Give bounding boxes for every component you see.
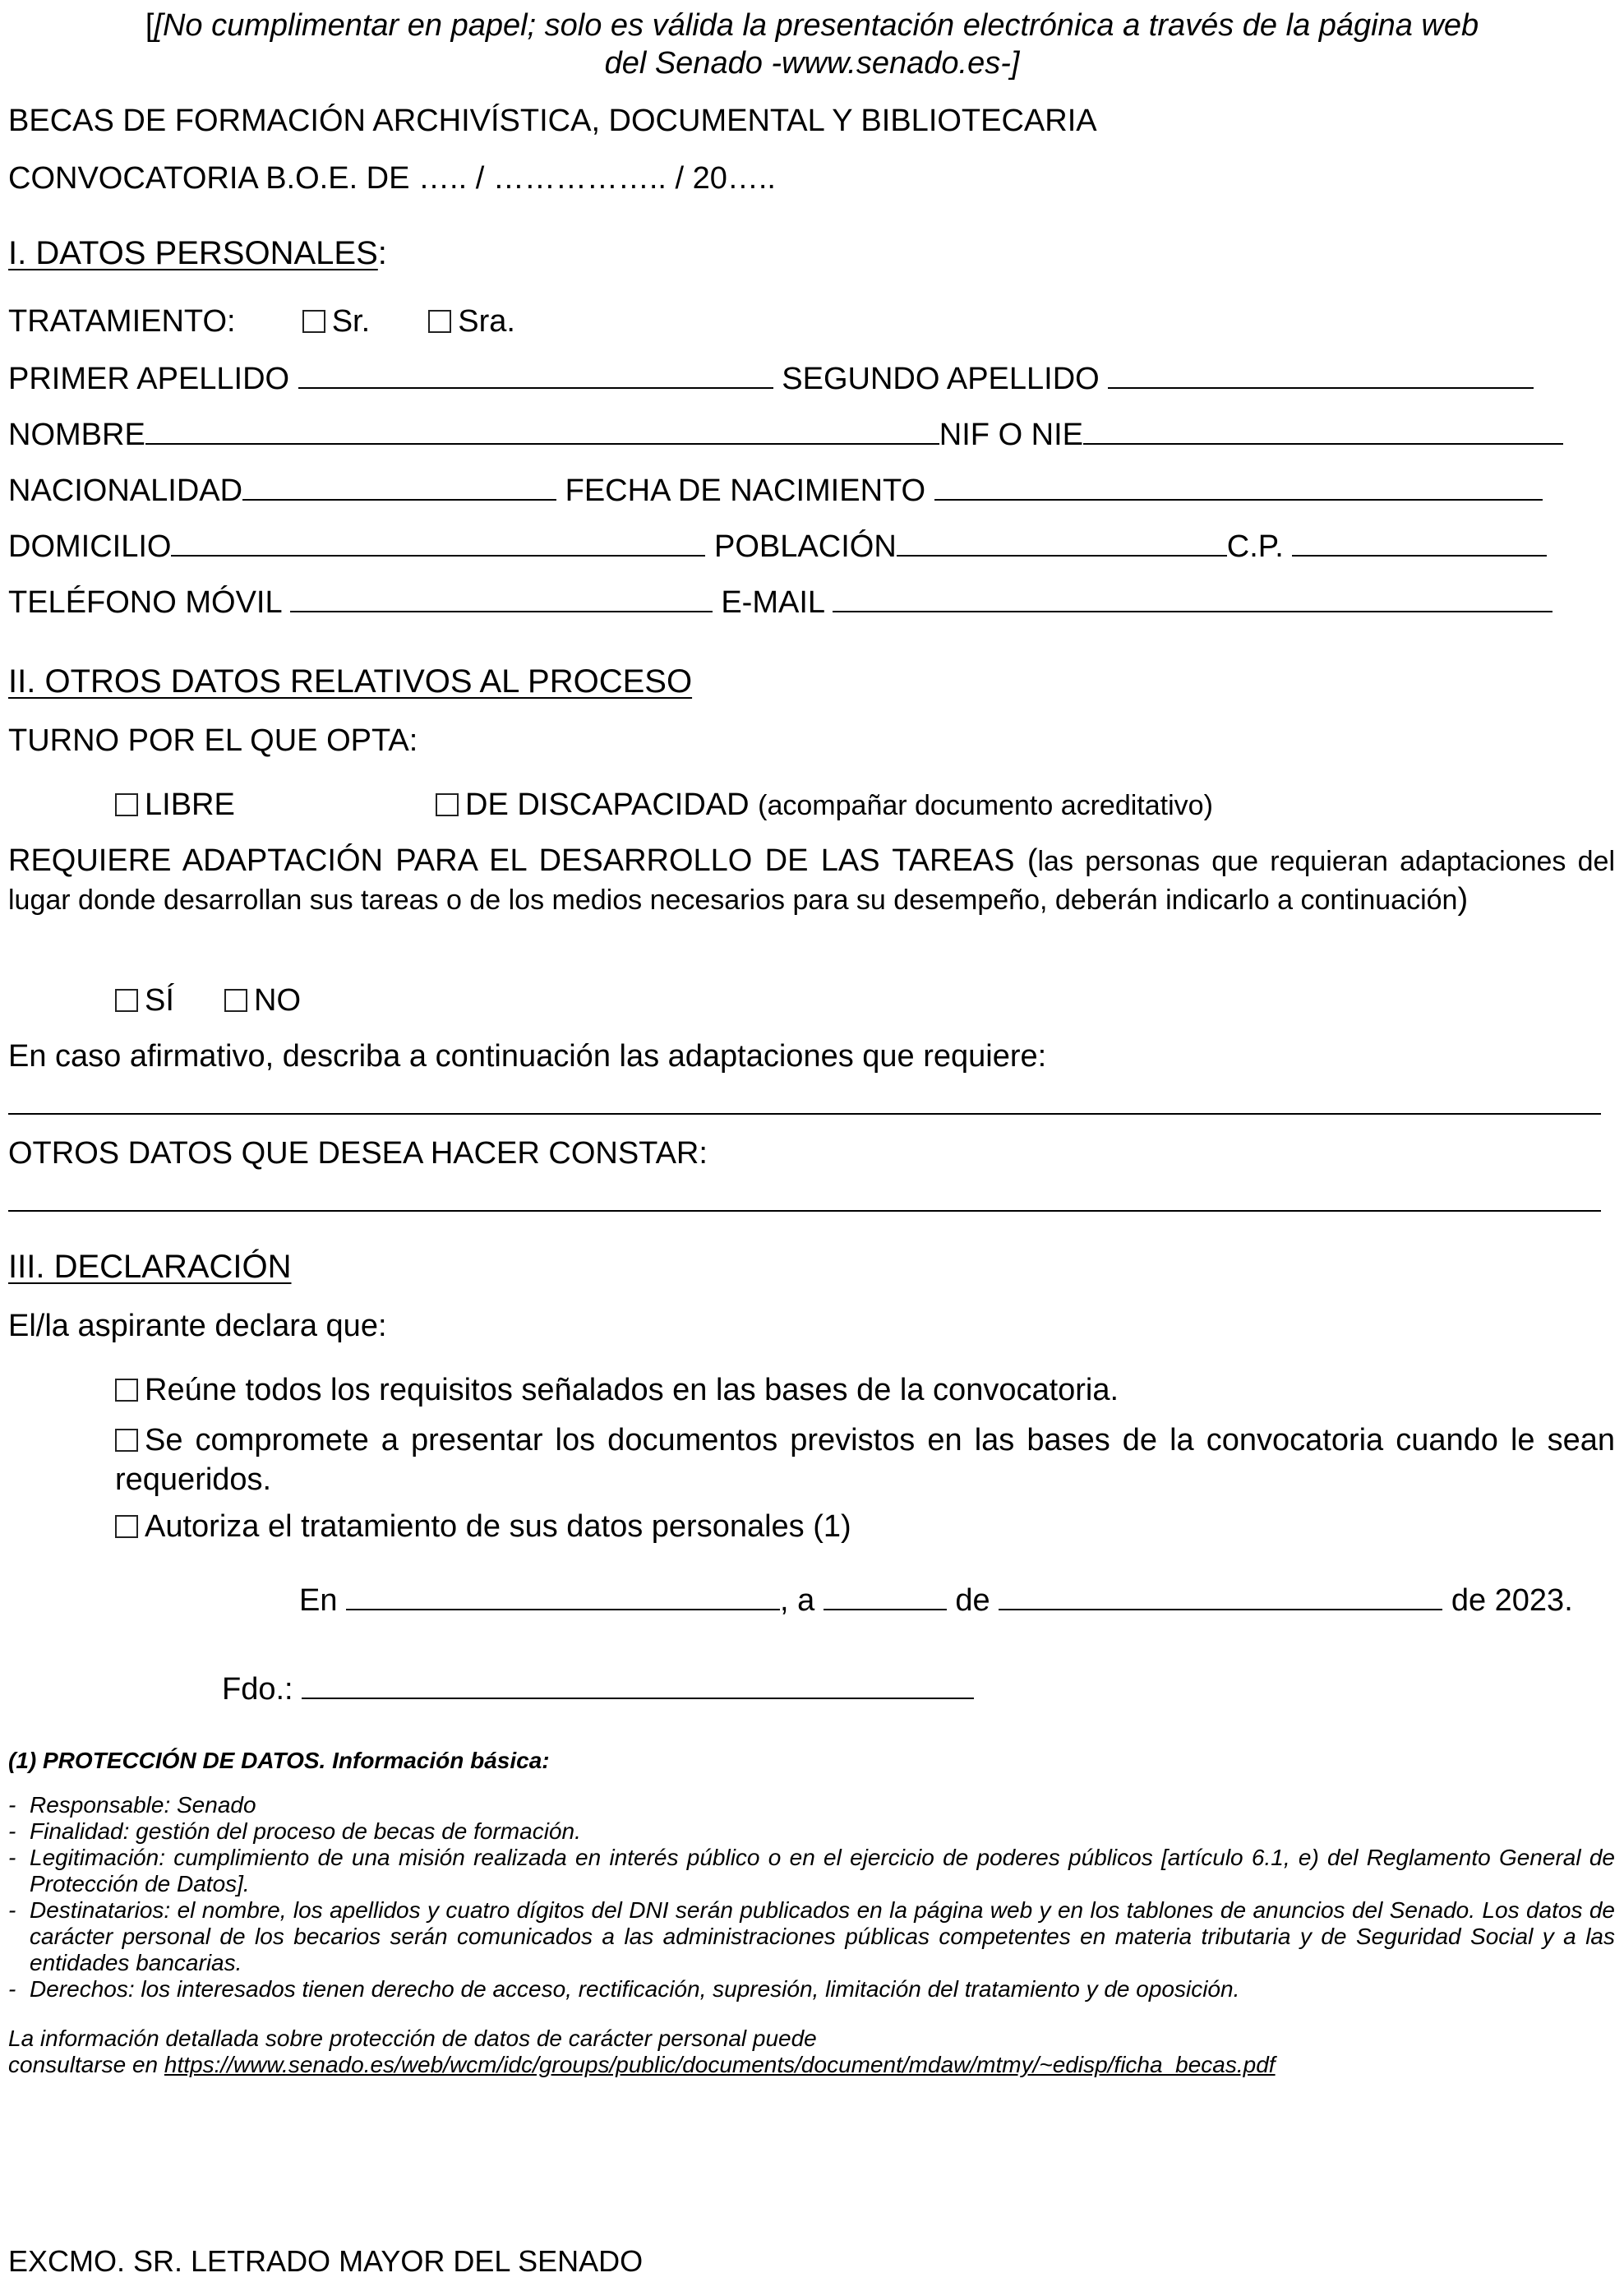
describa-field[interactable] [8, 1113, 1601, 1115]
discapacidad-option [436, 786, 1213, 825]
declaration-item-2 [115, 1420, 1615, 1499]
turno-options [115, 786, 235, 824]
privacy-link[interactable]: https://www.senado.es/web/wcm/idc/groups/public/documents/document/mdaw/mtmy/~edisp/ficha_becas.pdf [164, 2052, 1276, 2077]
form-title: BECAS DE FORMACIÓN ARCHIVÍSTICA, DOCUMENTAL Y BIBLIOTECARIA [8, 104, 1097, 138]
en-label: En [299, 1583, 338, 1618]
adaptacion-paragraph: REQUIERE ADAPTACIÓN PARA EL DESARROLLO DE LAS TAREAS (las personas que requieran adaptaciones del lugar donde desarrollan sus tareas o de los medios necesarios para su desempeño, deberán indicarlo a continuación) [8, 843, 1615, 917]
nombre-label: NOMBRE [8, 418, 145, 452]
footnote-item-2: - Finalidad: gestión del proceso de becas de formación. [8, 1818, 581, 1844]
nombre-field[interactable] [145, 418, 939, 445]
section3-heading: III. DECLARACIÓN [8, 1249, 292, 1285]
requisitos-checkbox[interactable] [115, 1379, 138, 1402]
day-field[interactable] [824, 1584, 947, 1610]
telefono-row [8, 584, 1552, 621]
libre-label: LIBRE [145, 788, 235, 822]
sra-label: Sra. [458, 304, 515, 339]
segundo-apellido-field[interactable] [1108, 363, 1534, 389]
declaration-item-3 [115, 1508, 851, 1545]
footnote-item-3: - Legitimación: cumplimiento de una misión realizada en interés público o en el ejercicio de poderes públicos [artículo 6.1, e) del Reglamento General de Protección de Datos]. [8, 1845, 1615, 1896]
nacionalidad-row [8, 472, 1543, 510]
primer-apellido-field[interactable] [298, 363, 773, 389]
no-checkbox[interactable] [224, 989, 247, 1012]
section1-heading: I. DATOS PERSONALES: [8, 235, 387, 271]
requisitos-label: Reúne todos los requisitos señalados en las bases de la convocatoria. [145, 1373, 1119, 1407]
addressee: EXCMO. SR. LETRADO MAYOR DEL SENADO [8, 2244, 644, 2278]
cp-field[interactable] [1292, 530, 1547, 557]
sr-label: Sr. [331, 304, 371, 339]
telefono-field[interactable] [290, 586, 713, 612]
signature-field[interactable] [302, 1673, 974, 1699]
otros-datos-field[interactable] [8, 1210, 1601, 1212]
place-field[interactable] [346, 1584, 780, 1610]
convocatoria: CONVOCATORIA B.O.E. DE ….. / …………….. / 20….. [8, 161, 776, 196]
de-label: de [955, 1583, 990, 1618]
declaration-item-1 [115, 1371, 1119, 1409]
declara-intro: El/la aspirante declara que: [8, 1309, 387, 1343]
section2-heading: II. OTROS DATOS RELATIVOS AL PROCESO [8, 663, 693, 700]
tratamiento-row [8, 303, 515, 340]
libre-checkbox[interactable] [115, 793, 138, 816]
footnote-item-5: - Derechos: los interesados tienen derecho de acceso, rectificación, supresión, limitación del tratamiento y de oposición. [8, 1976, 1240, 2002]
more-info-line2: consultarse en https://www.senado.es/web/wcm/idc/groups/public/documents/document/mdaw/mtmy/~edisp/ficha_becas.pdf [8, 2052, 1276, 2077]
discapacidad-checkbox[interactable] [436, 793, 459, 816]
footnote-item-1: - Responsable: Senado [8, 1792, 256, 1818]
datos-checkbox[interactable] [115, 1515, 138, 1538]
sr-checkbox[interactable] [302, 310, 325, 333]
nif-label: NIF O NIE [939, 418, 1084, 452]
notice-line2: del Senado -www.senado.es-] [604, 46, 1020, 81]
notice-line1: [No cumplimentar en papel; solo es válida la presentación electrónica a través de la página web [154, 8, 1479, 43]
si-checkbox[interactable] [115, 989, 138, 1012]
discapacidad-label: DE DISCAPACIDAD [465, 788, 750, 822]
cp-label: C.P. [1226, 529, 1284, 564]
domicilio-row [8, 528, 1547, 566]
discapacidad-note: (acompañar documento acreditativo) [758, 790, 1213, 821]
footnote-item-4: - Destinatarios: el nombre, los apellidos y cuatro dígitos del DNI serán publicados en la página web y en los tablones de anuncios del Senado. Los datos de carácter personal de los becarios serán comunicados a las administraciones públicas competentes en materia tributaria y de Seguridad Social y a las entidades bancarias. [8, 1897, 1615, 1975]
si-label: SÍ [145, 983, 174, 1018]
a-label: , a [780, 1583, 815, 1618]
email-field[interactable] [833, 586, 1552, 612]
si-no-options [115, 982, 301, 1019]
poblacion-label: POBLACIÓN [714, 529, 897, 564]
notice: [[No cumplimentar en papel; solo es válida la presentación electrónica a través de la página web del Senado -www.senado.es-] [145, 8, 1479, 81]
adaptacion-label: REQUIERE ADAPTACIÓN PARA EL DESARROLLO DE LAS TAREAS [8, 843, 1015, 878]
segundo-apellido-label: SEGUNDO APELLIDO [782, 362, 1100, 396]
email-label: E-MAIL [721, 585, 824, 620]
datos-label: Autoriza el tratamiento de sus datos personales (1) [145, 1509, 851, 1544]
fdo-label: Fdo.: [222, 1672, 293, 1707]
signature-row [222, 1670, 974, 1708]
fecha-nacimiento-field[interactable] [934, 474, 1543, 501]
otros-datos-label: OTROS DATOS QUE DESEA HACER CONSTAR: [8, 1136, 708, 1171]
place-date-row [299, 1582, 1573, 1619]
documentos-checkbox[interactable] [115, 1429, 138, 1452]
domicilio-label: DOMICILIO [8, 529, 172, 564]
year-label: de 2023. [1451, 1583, 1573, 1618]
nacionalidad-label: NACIONALIDAD [8, 473, 243, 508]
describa-label: En caso afirmativo, describa a continuación las adaptaciones que requiere: [8, 1039, 1047, 1074]
apellidos-row [8, 360, 1534, 398]
footnote-title: (1) PROTECCIÓN DE DATOS. Información básica: [8, 1748, 550, 1773]
poblacion-field[interactable] [897, 530, 1227, 557]
turno-label: TURNO POR EL QUE OPTA: [8, 723, 418, 758]
month-field[interactable] [999, 1584, 1442, 1610]
sra-checkbox[interactable] [428, 310, 451, 333]
no-label: NO [254, 983, 302, 1018]
domicilio-field[interactable] [171, 530, 705, 557]
nombre-row [8, 416, 1563, 454]
nif-field[interactable] [1083, 418, 1563, 445]
telefono-label: TELÉFONO MÓVIL [8, 585, 282, 620]
more-info-line1: La información detallada sobre protección de datos de carácter personal puede [8, 2026, 817, 2051]
primer-apellido-label: PRIMER APELLIDO [8, 362, 290, 396]
fecha-nacimiento-label: FECHA DE NACIMIENTO [565, 473, 926, 508]
tratamiento-label: TRATAMIENTO: [8, 304, 236, 339]
nacionalidad-field[interactable] [242, 474, 556, 501]
documentos-label: Se compromete a presentar los documentos previstos en las bases de la convocatoria cuando le sean requeridos. [115, 1423, 1615, 1497]
adaptacion-note: las personas que requieran adaptaciones del lugar donde desarrollan sus tareas o de los medios necesarios para su desempeño, deberán indicarlo a continuación [8, 846, 1615, 916]
